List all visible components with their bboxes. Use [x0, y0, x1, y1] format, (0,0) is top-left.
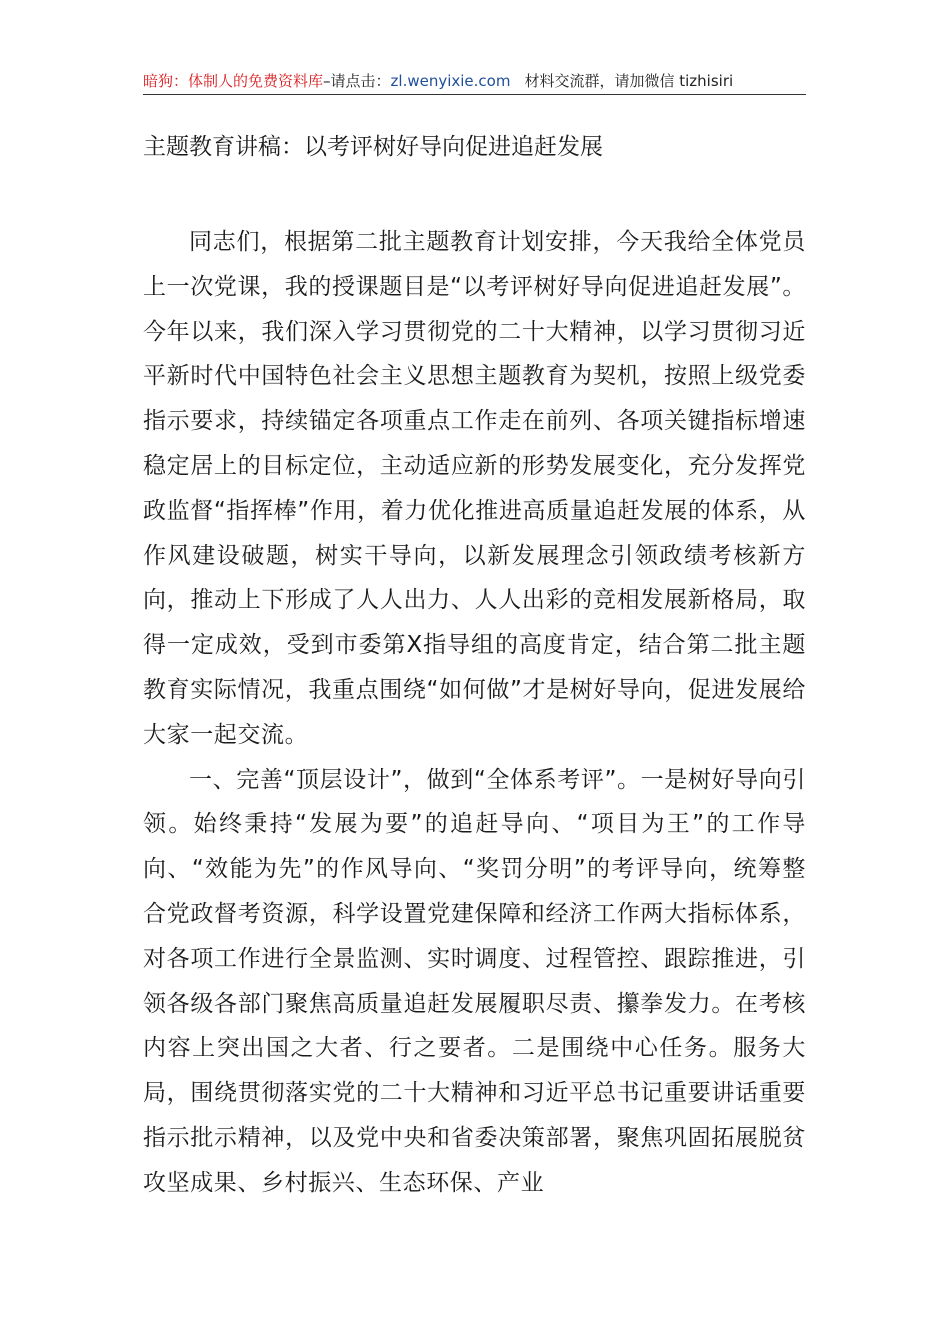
header-brand: 暗狗：体制人的免费资料库	[143, 72, 324, 90]
document-body	[143, 220, 806, 1206]
paragraph: 同志们，根据第二批主题教育计划安排，今天我给全体党员上一次党课，我的授课题目是“以考评树好导向促进追赶发展”。今年以来，我们深入学习贯彻党的二十大精神，以学习贯彻习近平新时代中国特色社会主义思想主题教育为契机，按照上级党委指示要求，持续锚定各项重点工作走在前列、各项关键指标增速稳定居上的目标定位，主动适应新的形势发展变化，充分发挥党政监督“指挥棒”作用，着力优化推进高质量追赶发展的体系，从作风建设破题，树实干导向，以新发展理念引领政绩考核新方向，推动上下形成了人人出力、人人出彩的竞相发展新格局，取得一定成效，受到市委第X指导组的高度肯定，结合第二批主题教育实际情况，我重点围绕“如何做”才是树好导向，促进发展给大家一起交流。	[143, 229, 806, 748]
header-group-note: 材料交流群，请加微信 tizhisiri	[524, 72, 734, 90]
header-divider	[143, 94, 806, 95]
document-title: 主题教育讲稿：以考评树好导向促进追赶发展	[143, 134, 603, 160]
header-link[interactable]: zl.wenyixie.com	[390, 72, 511, 90]
paragraph: 一、完善“顶层设计”，做到“全体系考评”。一是树好导向引领。始终秉持“发展为要”的追赶导向、“项目为王”的工作导向、“效能为先”的作风导向、“奖罚分明”的考评导向，统筹整合党政督考资源，科学设置党建保障和经济工作两大指标体系，对各项工作进行全景监测、实时调度、过程管控、跟踪推进，引领各级各部门聚焦高质量追赶发展履职尽责、攥拳发力。在考核内容上突出国之大者、行之要者。二是围绕中心任务。服务大局，围绕贯彻落实党的二十大精神和习近平总书记重要讲话重要指示批示精神，以及党中央和省委决策部署，聚焦巩固拓展脱贫攻坚成果、乡村振兴、生态环保、产业	[143, 766, 806, 1196]
header-link-prefix: –请点击：	[323, 72, 391, 90]
page-header	[143, 70, 806, 94]
